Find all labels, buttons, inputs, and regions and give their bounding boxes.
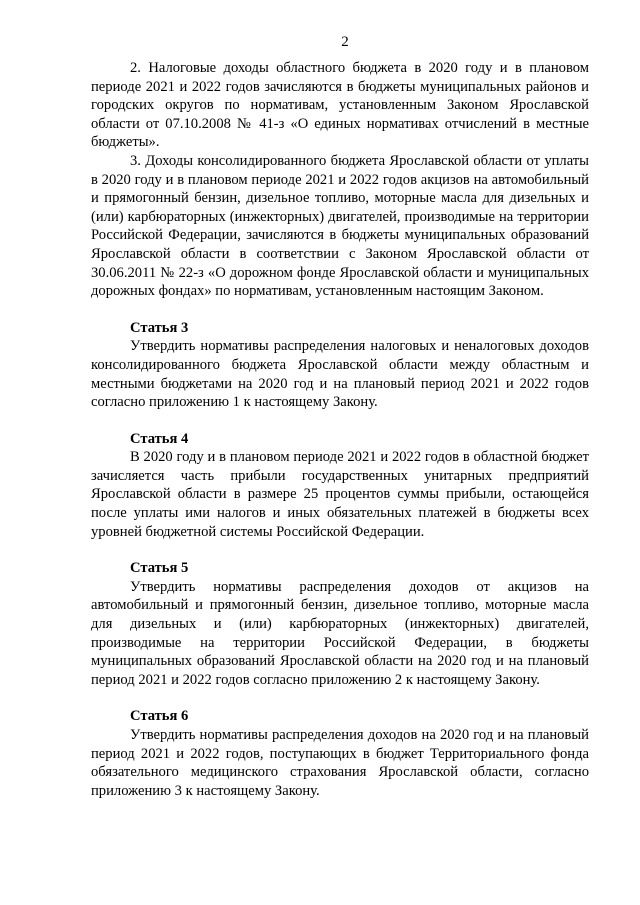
- paragraph-3: 3. Доходы консолидированного бюджета Ярославской области от уплаты в 2020 году и в плановом периоде 2021 и 2022 годов акцизов на автомобильный и прямогонный бензин, дизельное топливо, моторные масла для дизельных и (или) карбюраторных (инжекторных) двигателей, производимые на территории Российской Федерации, зачисляются в бюджеты муниципальных образований Ярославской области в соответствии с Законом Ярославской области от 30.06.2011 № 22-з «О дорожном фонде Ярославской области и муниципальных дорожных фондах» по нормативам, установленным настоящим Законом.: [91, 152, 589, 300]
- spacer: [91, 689, 589, 707]
- article-text: Утвердить нормативы распределения доходов на 2020 год и на плановый период 2021 и 2022 годов, поступающих в бюджет Территориального фонда обязательного медицинского страхования Ярославской области, согласно приложению 3 к настоящему Закону.: [91, 727, 589, 799]
- article-title: Статья 4: [130, 430, 189, 447]
- spacer: [91, 412, 589, 430]
- paragraph-2: 2. Налоговые доходы областного бюджета в 2020 году и в плановом периоде 2021 и 2022 годов зачисляются в бюджеты муниципальных районов и городских округов по нормативам, установленным Законом Ярославской области от 07.10.2008 № 41-з «О единых нормативах отчислений в местные бюджеты».: [91, 60, 589, 151]
- article-title: Статья 3: [130, 319, 189, 336]
- article-text: В 2020 году и в плановом периоде 2021 и 2022 годов в областной бюджет зачисляется часть прибыли государственных унитарных предприятий Ярославской области в размере 25 процентов суммы прибыли, остающейся после уплаты ими налогов и иных обязательных платежей в бюджеты всех уровней бюджетной системы Российской Федерации.: [91, 449, 589, 540]
- article-5: [91, 559, 589, 689]
- article-4: [91, 430, 589, 542]
- article-text: Утвердить нормативы распределения налоговых и неналоговых доходов консолидированного бюджета Ярославской области между областным и местными бюджетами на 2020 год и на плановый период 2021 и 2022 годов согласно приложению 1 к настоящему Закону.: [91, 338, 589, 411]
- article-title: Статья 6: [130, 708, 189, 725]
- page-number: 2: [341, 34, 349, 50]
- article-6: [91, 707, 589, 800]
- article-text: Утвердить нормативы распределения доходов от акцизов на автомобильный и прямогонный бензин, дизельное топливо, моторные масла для дизельных и (или) карбюраторных (инжекторных) двигателей, производимые на территории Российской Федерации, в бюджеты муниципальных образований Ярославской области на 2020 год и на плановый период 2021 и 2022 годов согласно приложению 2 к настоящему Закону.: [91, 578, 589, 688]
- spacer: [91, 301, 589, 319]
- article-title: Статья 5: [130, 560, 189, 577]
- spacer: [91, 541, 589, 559]
- article-3: [91, 319, 589, 412]
